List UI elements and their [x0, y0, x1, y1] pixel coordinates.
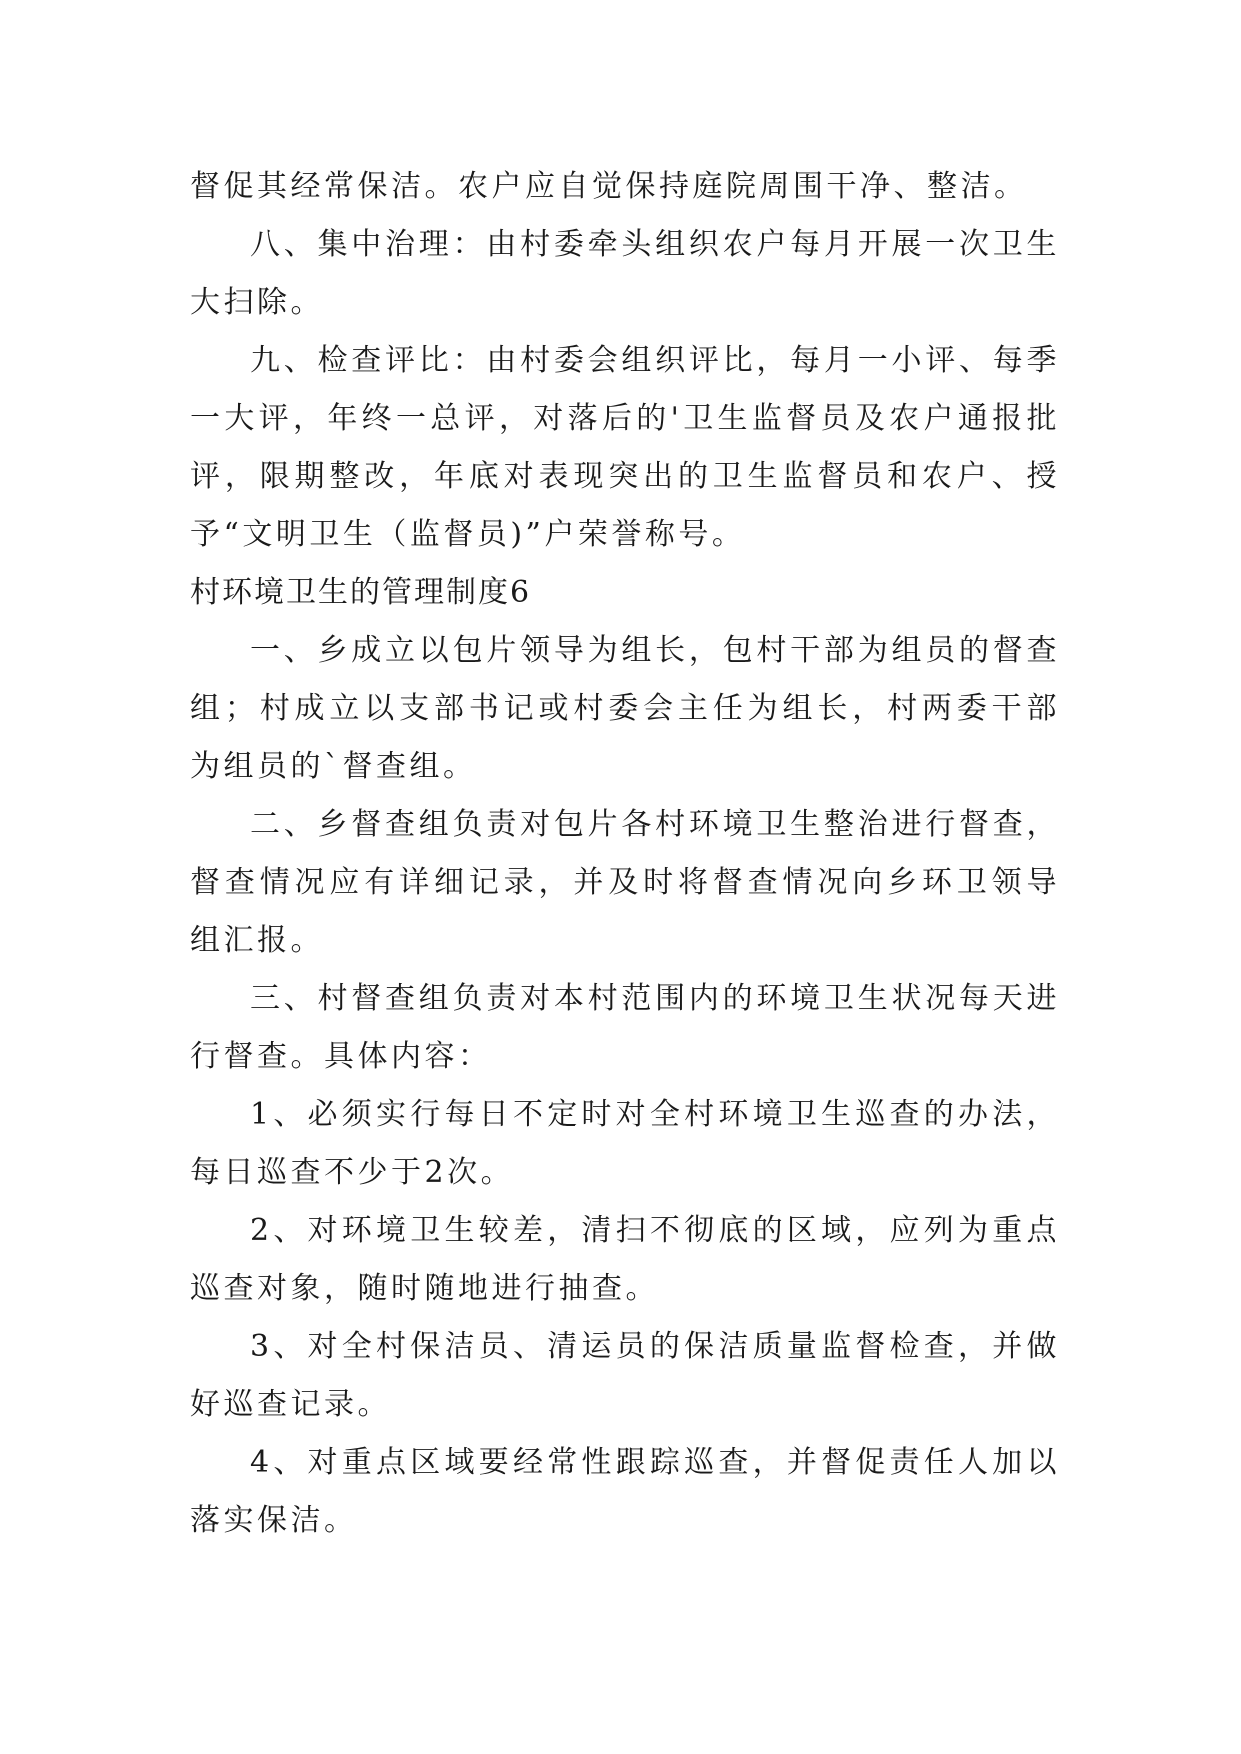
section-heading: 村环境卫生的管理制度6: [190, 575, 532, 610]
paragraph-item-9: 九、检查评比：由村委会组织评比，每月一小评、每季一大评，年终一总评，对落后的'卫生监督员及农户通报批评，限期整改，年底对表现突出的卫生监督员和农户、授予“文明卫生（监督员)”户荣誉称号。: [190, 343, 1060, 552]
paragraph-item-1: 一、乡成立以包片领导为组长，包村干部为组员的督查组；村成立以支部书记或村委会主任为组长，村两委干部为组员的`督查组。: [190, 633, 1060, 784]
paragraph-continuation: 督促其经常保洁。农户应自觉保持庭院周围干净、整洁。: [190, 169, 1028, 204]
paragraph-subitem-2: 2、对环境卫生较差，清扫不彻底的区域，应列为重点巡查对象，随时随地进行抽查。: [190, 1213, 1060, 1306]
paragraph-subitem-3: 3、对全村保洁员、清运员的保洁质量监督检查，并做好巡查记录。: [190, 1329, 1060, 1422]
paragraph-item-2: 二、乡督查组负责对包片各村环境卫生整治进行督查，督查情况应有详细记录，并及时将督查情况向乡环卫领导组汇报。: [190, 807, 1060, 958]
document-page: [190, 158, 1060, 1550]
paragraph-subitem-4: 4、对重点区域要经常性跟踪巡查，并督促责任人加以落实保洁。: [190, 1445, 1060, 1538]
paragraph-subitem-1: 1、必须实行每日不定时对全村环境卫生巡查的办法，每日巡查不少于2次。: [190, 1097, 1060, 1190]
paragraph-item-8: 八、集中治理：由村委牵头组织农户每月开展一次卫生大扫除。: [190, 227, 1060, 320]
paragraph-item-3: 三、村督查组负责对本村范围内的环境卫生状况每天进行督查。具体内容：: [190, 981, 1060, 1074]
